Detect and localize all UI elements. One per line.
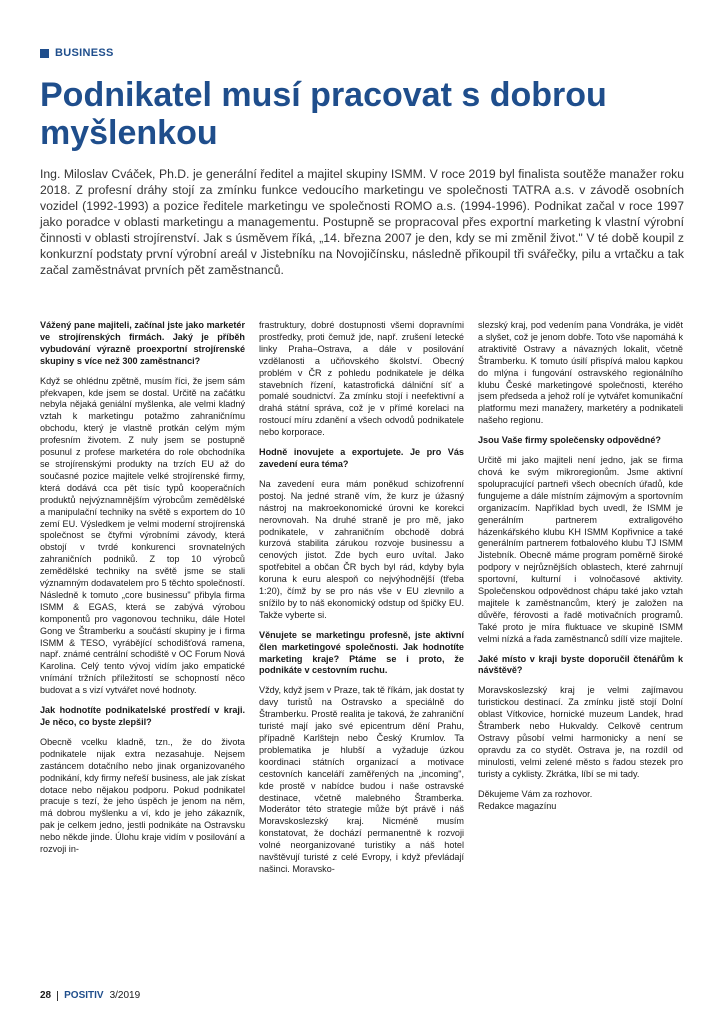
question: Jsou Vaše firmy společensky odpovědné?: [478, 435, 661, 446]
section-square-icon: [40, 49, 49, 58]
question: Jaké místo v kraji byste doporučil čtenářům k návštěvě?: [478, 653, 683, 676]
article-lead: Ing. Miloslav Cváček, Ph.D. je generální ředitel a majitel skupiny ISMM. V roce 2019 byl finalista soutěže manažer roku 2018. Z profesní dráhy stojí za zmínku funkce vedoucího marketingu ve společnosti TATRA a.s. v závodě osobních vozidel (1992-1993) a pozice ředitele marketingu ve společnosti ROMO a.s. (1994-1996). Podnikat začal v roce 1997 jako poradce v oblasti marketingu a managementu. Postupně se propracoval přes exportní marketing k vlastní výrobní činnosti v oblasti strojírenství. Jak s úsměvem říká, „14. března 2007 je den, kdy se mi změnil život." V té době koupil z konkurzní podstaty první výrobní areál v Jistebníku na Novojičínsku, následně přikoupil tři svářečky, pilu a vrtačku a tak začal zaměstnávat prvních pět zaměstnanců.: [40, 167, 684, 277]
answer: Určitě mi jako majiteli není jedno, jak se firma chová ke svým mikroregionům. Jsme aktivní spolupracující partneři všech obecních úřadů, kde fungujeme a dále místním zájmovým a sportovním organizacím. Například bych uvedl, že ISMM je generálním partnerem extraligového házenkářského klubu KH ISMM Kopřivnice a také generálním partnerem fotbalového klubu TJ ISMM Jistebník. Obecně máme program poměrně široké podpory v nejrůznějších oblastech, které zahrnují sportovní, kulturní i volnočasové aktivity. Společenskou odpovědnost chápu také jako vztah majitele k zaměstnancům, který je založen na důvěře, férovosti a řadě motivačních programů. Také proto je míra fluktuace ve skupině ISMM velmi nízká a řada zaměstnanců sdílí vize majitele.: [478, 455, 683, 644]
answer: frastruktury, dobré dostupnosti všemi dopravními prostředky, proti čemuž jde, např. zrušení letecké linky Praha–Ostrava, a dále v posilování vzdělanosti a učňovského školství. Obecný problém v ČR z pohledu podnikatele je délka stavebních řízení, katastrofická dálniční síť a pomalé soudnictví. Za zmínku stojí i neefektivní a drahá státní správa, což je v přímé korelaci na rostoucí míru zdanění a všech odvodů podnikatele nebo korporace.: [259, 320, 464, 438]
answer: Když se ohlédnu zpětně, musím říci, že jsem sám překvapen, kde jsem se dostal. Určitě na začátku nebyla nějaká geniální myšlenka, ale velmi kladný vztah k marketingu potažmo zahraničnímu obchodu, který je vlastně protkán celým mým profesním životem. Z nuly jsem se postupně posunul z profese marketéra do role obchodníka se strojírenskými produkty na trzích EU až do současné pozice majitele velké strojírenské firmy, která dodává cca pět tisíc typů kooperačních produktů nejvýznamnějším výrobcům zemědělské a manipulační techniky na světě s exportem do 10 zemí EU. Výsledkem je velmi moderní strojírenská společnost se čtyřmi výrobními závody, která obstojí v tvrdé konkurenci srovnatelných zahraničních podniků. Z top 10 výrobců zemědělské techniky na světě jsme se stali významným dodavatelem pro 5 těchto společností. Následně k tomuto „core businessu" přibyla firma ISMM & EGAS, která se zabývá výrobou komponentů pro vagonovou techniku, dále Hotel Gong ve Štramberku a součástí skupiny je i firma ISMM & TESO, vyrábějící schodišťová ramena, např. známé centrální schodiště v OC Forum Nová Karolina. Celý tento vývoj vidím jako empatické vnímání tržních příležitostí se schopností něco budovat a s vizí vytvářet nové hodnoty.: [40, 375, 245, 696]
article-body: [40, 320, 684, 980]
question: Jak hodnotíte podnikatelské prostředí v kraji. Je něco, co byste zlepšil?: [40, 705, 245, 727]
section-tag: [40, 47, 114, 59]
article-title: Podnikatel musí pracovat s dobrou myšlenkou: [40, 76, 607, 152]
thanks-line: Děkujeme Vám za rozhovor.: [478, 788, 593, 799]
question: Věnujete se marketingu profesně, jste aktivní člen marketingové společnosti. Jak hodnotíte marketing kraje? Ptáme se i proto, že podnikáte v cestovním ruchu.: [259, 629, 464, 676]
magazine-name: POSITIV: [64, 990, 104, 1001]
page-footer: [40, 990, 140, 1001]
answer: slezský kraj, pod vedením pana Vondráka, je vidět a slyšet, což je jenom dobře. Toto vše napomáhá k atraktivitě Ostravy a návazných lokalit, včetně Štramberku. K tomuto úsilí přispívá malou kapkou do mlýna i fungování ostravského regionálního klubu České marketingové společnosti, kterého jsem předseda a jehož rolí je vytvářet komunikační platformu mezi manažery, marketéry a podnikateli našeho regionu.: [478, 320, 683, 426]
column-2: [259, 320, 464, 980]
footer-divider: [57, 991, 58, 1001]
issue-number: 3/2019: [109, 990, 141, 1001]
section-label: BUSINESS: [55, 47, 114, 59]
question: Hodně inovujete a exportujete. Je pro Vás zavedení eura téma?: [259, 447, 464, 469]
column-3: [478, 320, 683, 980]
column-1: [40, 320, 245, 980]
answer: Vždy, když jsem v Praze, tak tě říkám, jak dostat ty davy turistů na Ostravsko a speciálně do Štramberku. Prostě realita je taková, že zahraniční turisté mají jako své epicentrum dění Prahu, případně Karlštejn nebo Český Krumlov. Ta problematika je hlubší a vyžaduje úzkou koordinaci státních organizací a motivace cestovních kanceláří zaměřených na „incoming", kde prostě v nabídce budou i naše ostravské destinace, včetně malebného Štramberka. Moderátor této strategie může být právě i náš Moravskoslezský kraj. Nicméně musím konstatovat, že dochází permanentně k rozvoji volné neorganizované turistiky a náš hotel navštěvují turisté z celé Evropy, i když převládají našinci. Moravsko-: [259, 685, 464, 874]
editorial-signature: Redakce magazínu: [478, 800, 557, 811]
answer: Na zavedení eura mám poněkud schizofrenní postoj. Na jedné straně vím, že kurz je úžasný nástroj na makroekonomické úrovni ke korekci nerovnovah. Na druhé straně je pro mě, jako podnikatele, v zahraničním obchodě dobrá kurzová stabilita zárukou rozvoje businessu a cenových jistot. Zde bych euro uvítal. Jako spotřebitel a občan ČR bych byl rád, kdyby byla koruna k euru alespoň co nejvýhodnější (třeba 1:20), čímž by se pro nás vše v EU zlevnilo a snížilo by to náš ekonomický odstup od špičky EU. Takže vyberte si.: [259, 478, 464, 620]
answer: Moravskoslezský kraj je velmi zajímavou turistickou destinací. Za zmínku jistě stojí Dolní oblast Vítkovice, hornické muzeum Landek, hrad Štramberk nebo Hukvaldy. Celkově centrum Ostravy působí velmi harmonicky a není se opravdu za co stydět. Ostrava je, na rozdíl od minulosti, velmi zelené město s řadou stezek pro turisty a cyklisty. Zkrátka, líbí se mi tady.: [478, 685, 683, 779]
question: Vážený pane majiteli, začínal jste jako marketér ve strojírenských firmách. Jaký je příběh vybudování výrazně proexportní strojírenské skupiny s více než 300 zaměstnanci?: [40, 320, 245, 366]
page-number: 28: [40, 990, 52, 1001]
answer: Obecně vcelku kladně, tzn., že do života podnikatele nijak extra nezasahuje. Nejsem zastáncem dotačního nebo jinak organizovaného podnikání, kdy firmy neřeší business, ale jak získat dotace nebo nějakou podporu. Pokud podnikatel pracuje s tezí, že jeho úspěch je jenom na něm, má dobrou myšlenku a ví, kdo je jeho zákazník, pak je celkem jedno, jestli podnikáte na Ostravsku nebo někde jinde. Úlohu kraje vidím v posilování a rozvoji in-: [40, 736, 245, 855]
